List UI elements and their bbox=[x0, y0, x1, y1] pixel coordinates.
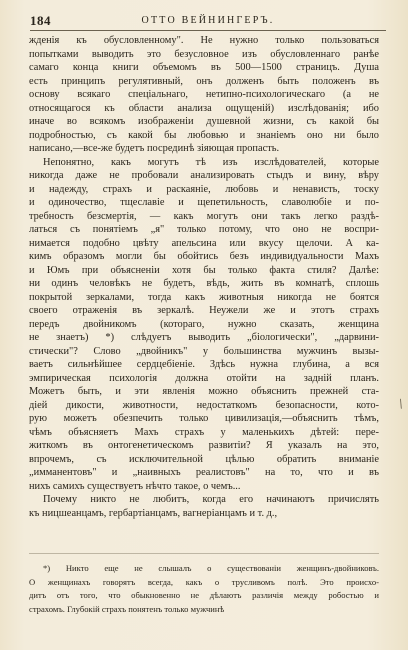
footnotes bbox=[29, 562, 379, 616]
text-line: ваетъ сильнѣйшее сердцебіеніе. Здѣсь нужна глубина, а вся bbox=[29, 359, 379, 370]
text-line: латься съ понятіемъ „я" только потому, что оно не воспри- bbox=[29, 224, 379, 235]
text-line: Почему никто не любитъ, когда его начинаютъ причислять bbox=[43, 494, 379, 505]
text-line: жденія къ обусловленному". Не нужно только пользоваться bbox=[29, 35, 379, 46]
text-line: иначе во всякомъ изображеніи душевной жизни, съ какой бы bbox=[29, 116, 379, 127]
text-line: не знаетъ) *) слѣдуетъ выводить „біологически", „дарвини- bbox=[29, 332, 379, 343]
footnote-line: дитъ отъ того, что обыкновенно не дѣлаютъ различія между робостью и bbox=[29, 590, 379, 601]
text-line: діей дикости, животности, недостаткомъ безопасности, кото- bbox=[29, 399, 379, 411]
body-text bbox=[29, 34, 379, 520]
margin-mark: \ bbox=[396, 397, 405, 413]
text-line: стически"? Слово „двойникъ" у большинства мужчинъ вызы- bbox=[29, 345, 379, 357]
footnote-rule bbox=[29, 553, 379, 554]
text-line: эмпирическая психологія должна отойти на задній планъ. bbox=[29, 372, 379, 384]
footnote-line: О женщинахъ говорятъ всегда, какъ о трусливомъ полѣ. Это происхо- bbox=[29, 576, 379, 587]
text-line: и Юмъ при объясненіи хотя бы только факта стиля? Далѣе: bbox=[29, 264, 379, 276]
text-line: попытками выводить это безусловное изъ обусловленнаго ранѣе bbox=[29, 48, 379, 60]
text-line: Можетъ быть, и эти явленія можно объяснить прежней ста- bbox=[29, 386, 379, 397]
text-line: рую можетъ обезпечить только цивилизація,—объяснить тѣмъ, bbox=[29, 413, 379, 424]
text-line: никогда даже не пробовали анализировать стыдъ и вину, вѣру bbox=[29, 170, 379, 181]
text-line: относящагося къ области анализа ощущеній) изслѣдованія; ибо bbox=[29, 102, 379, 114]
text-line: къ ницшеанцамъ, гербартіанцамъ, вагнеріанцамъ и т. д., bbox=[29, 507, 278, 519]
text-line: подробностью, съ какой бы любовью и знаніемъ оно ни было bbox=[29, 129, 379, 141]
text-line: житкомъ въ онтогенетическомъ развитіи? Я указалъ на это, bbox=[29, 440, 379, 451]
text-line: и надежду, страхъ и раскаяніе, любовь и ненависть, тоску bbox=[29, 183, 379, 195]
footnote-line: *) Никто еще не слышалъ о существованіи женщинъ-двойниковъ. bbox=[43, 563, 379, 573]
text-line: своего отраженія въ зеркалѣ. Неужели же и этотъ страхъ bbox=[29, 305, 379, 316]
text-line: впрочемъ, съ исключительной цѣлью обратить вниманіе bbox=[29, 453, 379, 465]
text-line: требность безсмертія, — какъ могутъ они такъ легко раздѣ- bbox=[29, 210, 379, 222]
text-line: написано,—все-же будетъ посрединѣ зіяющая пропасть. bbox=[29, 143, 280, 154]
text-line: есть принципъ регулятивный, онъ долженъ быть положенъ въ bbox=[29, 75, 379, 87]
text-line: „имманентовъ" и „наивныхъ реалистовъ" на то, что и въ bbox=[29, 467, 379, 478]
text-line: покрытой зеркалами, тогда какъ животныя никогда не боятся bbox=[29, 291, 379, 303]
text-line: передъ двойникомъ (котораго, нужно сказать, женщина bbox=[29, 318, 379, 330]
header-title: ОТТО ВЕЙНИНГЕРЪ. bbox=[141, 15, 275, 26]
text-line: нихъ самихъ существуетъ нѣчто такое, о чемъ... bbox=[29, 480, 241, 492]
text-line: основу всякаго спеціальнаго, нетипно-психологическаго (а не bbox=[29, 89, 379, 100]
text-line: самаго конца книги объемомъ въ 500—1500 страницъ. Душа bbox=[29, 62, 379, 73]
text-line: Непонятно, какъ могутъ тѣ изъ изслѣдователей, которые bbox=[43, 156, 379, 168]
footnote-line: страхомъ. Глубокій страхъ понятенъ только мужчинѣ bbox=[29, 603, 225, 614]
text-line: чѣмъ объясняетъ Махъ страхъ у маленькихъ дѣтей: пере- bbox=[29, 426, 379, 438]
text-line: ни одинъ человѣкъ не будетъ, вѣдь, жить въ комнатѣ, сплошь bbox=[29, 278, 379, 289]
text-line: кимъ образомъ могли бы обойтись безъ индивидуальности Махъ bbox=[29, 251, 379, 262]
running-head bbox=[30, 14, 386, 31]
page-number: 184 bbox=[30, 13, 51, 28]
text-line: нимается подобно цвѣту апельсина или вкусу щелочи. А ка- bbox=[29, 237, 379, 249]
text-line: и одиночество, тщеславіе и щепетильность, славолюбіе и по- bbox=[29, 197, 379, 208]
